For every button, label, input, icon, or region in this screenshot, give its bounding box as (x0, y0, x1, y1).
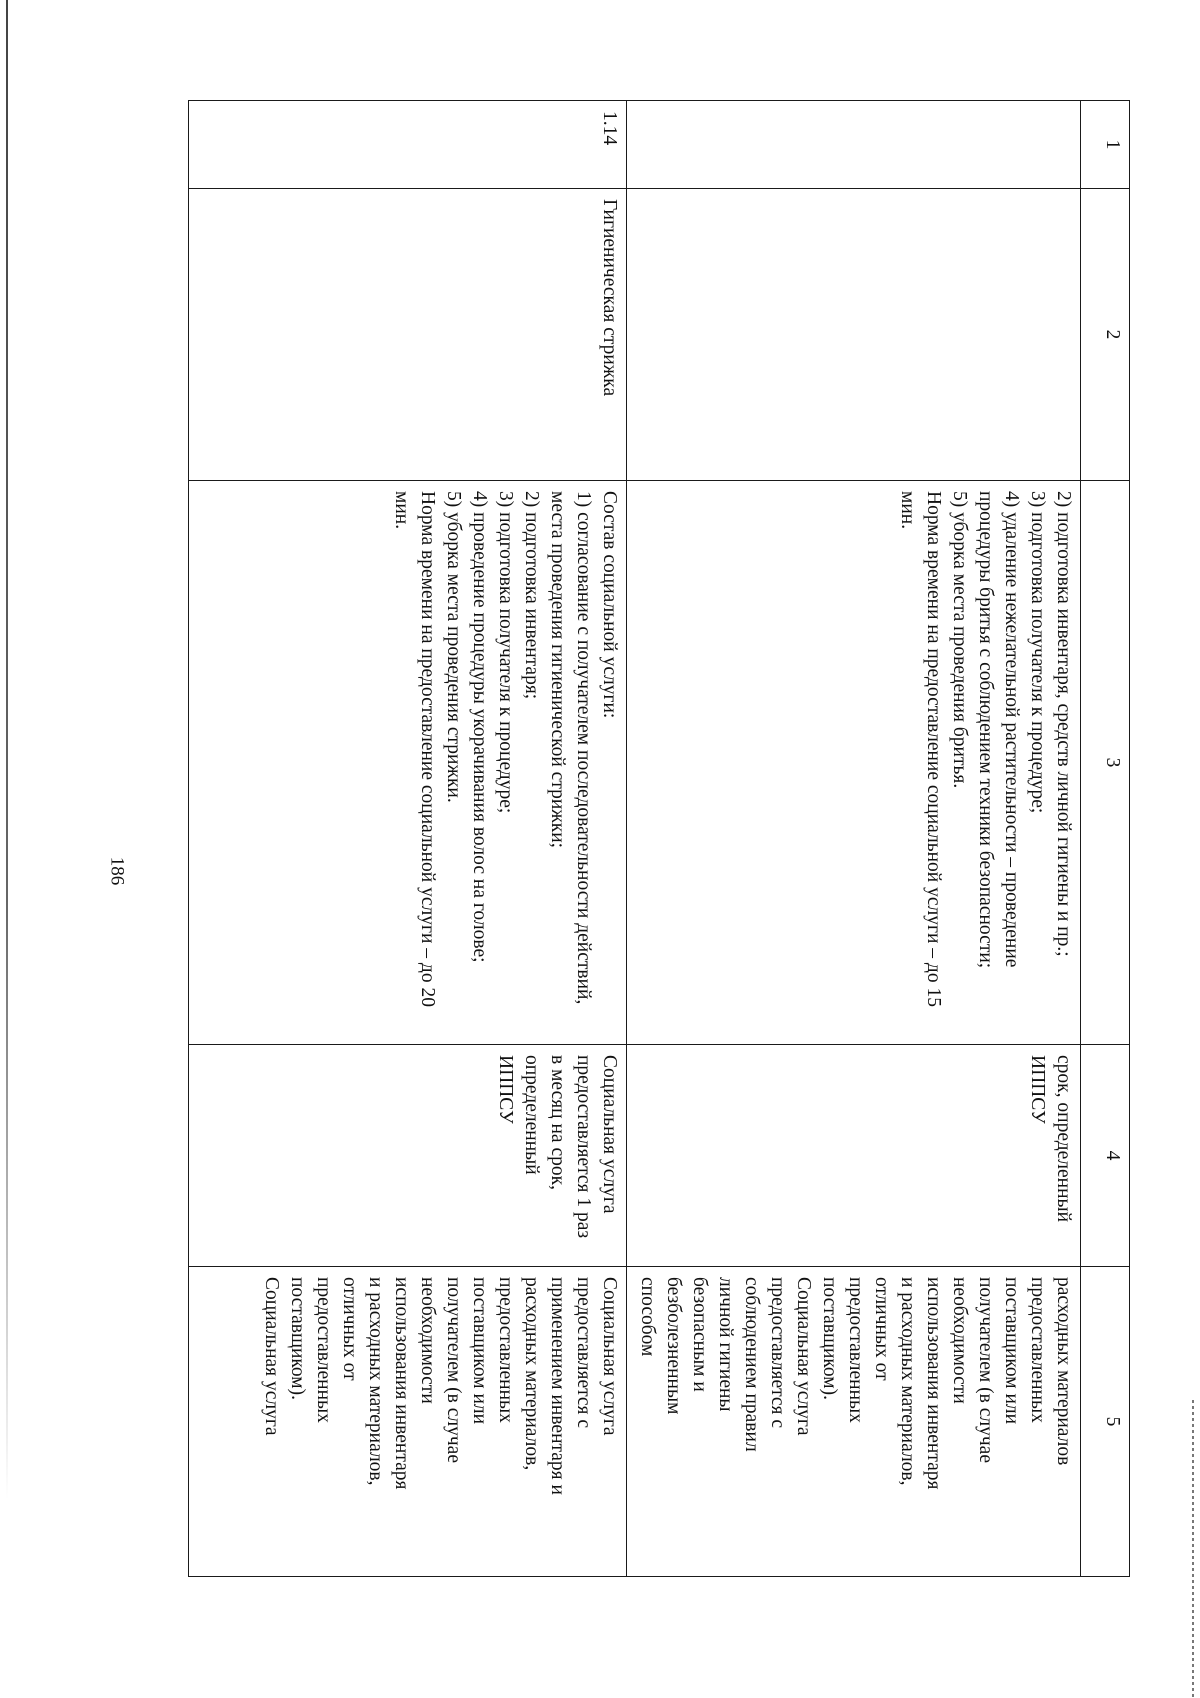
row-number-cell (627, 101, 1081, 189)
row-number-cell: 1.14 (189, 101, 627, 189)
header-col-5: 5 (1081, 1267, 1130, 1577)
service-content-cell: Состав социальной услуги: 1) согласование с получателем последовательности действий, места проведения гигиенической стрижки; 2) подготовка инвентаря; 3) подготовка получателя к процедуре; 4) проведение процедуры укорачивания волос на голове; 5) уборка места проведения стрижки. Норма времени на предоставление социальной услуги – до 20 мин. (189, 481, 627, 1045)
header-col-3: 3 (1081, 481, 1130, 1045)
scan-edge-left (6, 0, 8, 1500)
service-name-cell: Гигиеническая стрижка (189, 189, 627, 481)
header-col-4: 4 (1081, 1045, 1130, 1267)
service-content-cell: 2) подготовка инвентаря, средств личной гигиены и пр.; 3) подготовка получателя к процедуре; 4) удаление нежелательной растительности – проведение процедуры бритья с соблюдением техники безопасности; 5) уборка места проведения бритья. Норма времени на предоставление социальной услуги – до 15 мин. (627, 481, 1081, 1045)
service-term-cell: Социальная услуга предоставляется 1 раз в месяц на срок, определенный ИППСУ (189, 1045, 627, 1267)
services-table (188, 100, 1130, 1577)
service-term-cell: срок, определенный ИППСУ (627, 1045, 1081, 1267)
table-row (189, 101, 627, 1577)
service-conditions-cell: Социальная услуга предоставляется с применением инвентаря и расходных материалов, предоставленных поставщиком или получателем (в случае необходимости использования инвентаря и расходных материалов, отличных от предоставленных поставщиком). Социальная услуга (189, 1267, 627, 1577)
table-row (627, 101, 1081, 1577)
page-number: 186 (106, 856, 128, 886)
header-col-1: 1 (1081, 101, 1130, 189)
service-name-cell (627, 189, 1081, 481)
scan-edge-right (1192, 1400, 1194, 1698)
service-conditions-cell: расходных материалов предоставленных поставщиком или получателем (в случае необходимости использования инвентаря и расходных материалов, отличных от предоставленных поставщиком). Социальная услуга предоставляется с соблюдением правил личной гигиены безопасным и безболезненным способом (627, 1267, 1081, 1577)
services-table-container (198, 100, 1130, 1576)
header-row (1081, 101, 1130, 1577)
header-col-2: 2 (1081, 189, 1130, 481)
